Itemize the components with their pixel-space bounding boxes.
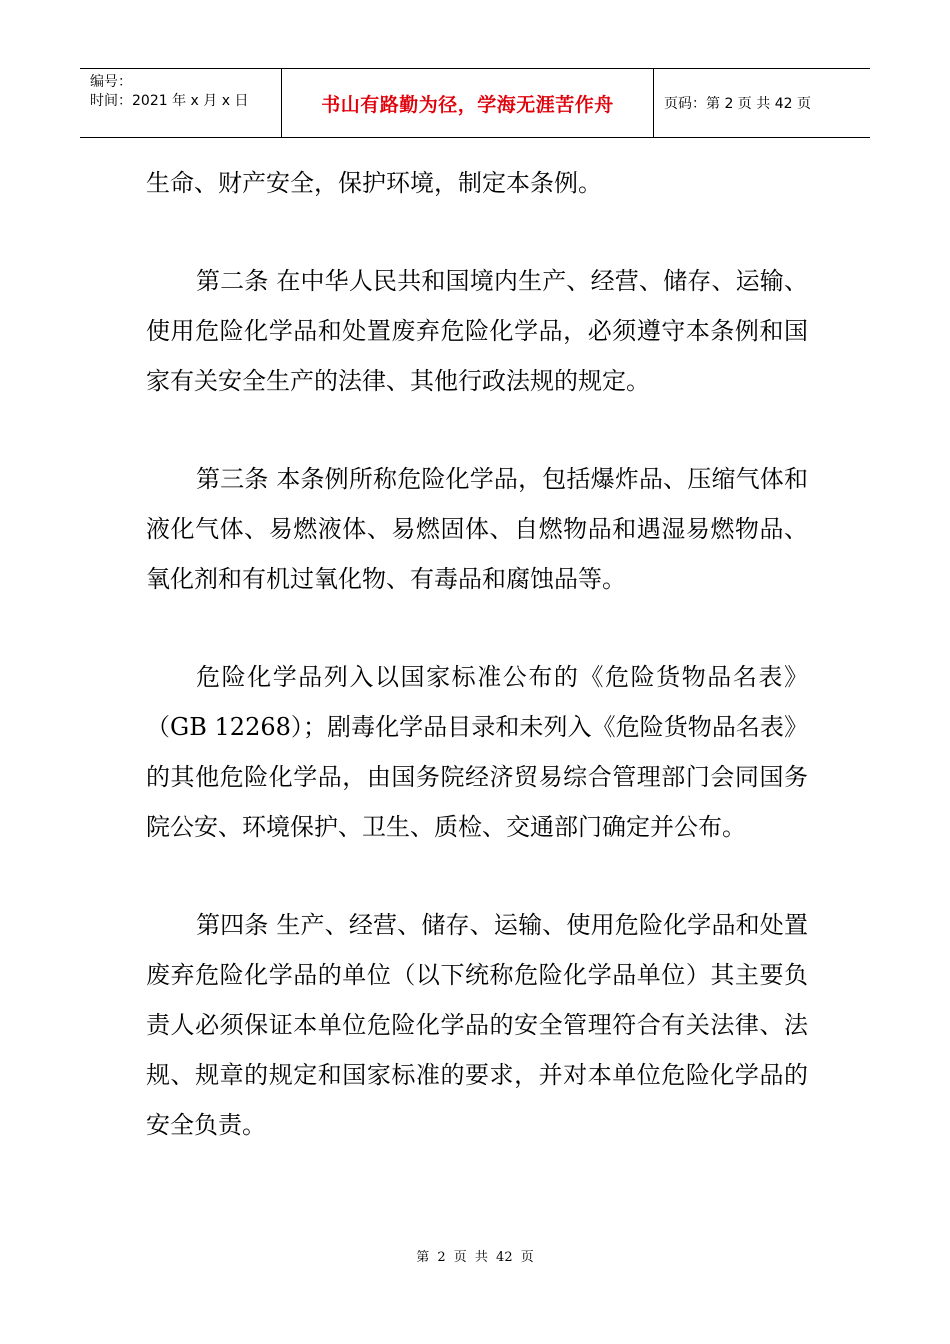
header-page-info: 页码：第 2 页 共 42 页 bbox=[664, 96, 811, 112]
paragraph-article-3: 第三条 本条例所称危险化学品，包括爆炸品、压缩气体和液化气体、易燃液体、易燃固体、自燃物品和遇湿易燃物品、氧化剂和有机过氧化物、有毒品和腐蚀品等。 bbox=[146, 465, 808, 593]
page-header bbox=[80, 68, 870, 138]
paragraph-article-2: 第二条 在中华人民共和国境内生产、经营、储存、运输、使用危险化学品和处置废弃危险化学品，必须遵守本条例和国家有关安全生产的法律、其他行政法规的规定。 bbox=[146, 267, 808, 395]
document-body bbox=[146, 158, 808, 1198]
document-number-label: 编号： bbox=[90, 74, 132, 90]
header-motto-cell bbox=[282, 69, 654, 137]
header-page-cell bbox=[654, 69, 870, 137]
paragraph-article-3-list: 危险化学品列入以国家标准公布的《危险货物品名表》（GB 12268）；剧毒化学品目录和未列入《危险货物品名表》的其他危险化学品，由国务院经济贸易综合管理部门会同国务院公安、环境保护、卫生、质检、交通部门确定并公布。 bbox=[146, 663, 808, 841]
paragraph-article-4: 第四条 生产、经营、储存、运输、使用危险化学品和处置废弃危险化学品的单位（以下统称危险化学品单位）其主要负责人必须保证本单位危险化学品的安全管理符合有关法律、法规、规章的规定和国家标准的要求，并对本单位危险化学品的安全负责。 bbox=[146, 911, 808, 1139]
document-date: 时间：2021 年 x 月 x 日 bbox=[90, 93, 249, 109]
page-footer: 第 2 页 共 42 页 bbox=[416, 1250, 534, 1265]
motto-text: 书山有路勤为径，学海无涯苦作舟 bbox=[321, 93, 614, 116]
paragraph-continuation: 生命、财产安全，保护环境，制定本条例。 bbox=[146, 169, 602, 197]
header-meta-cell bbox=[80, 69, 282, 137]
